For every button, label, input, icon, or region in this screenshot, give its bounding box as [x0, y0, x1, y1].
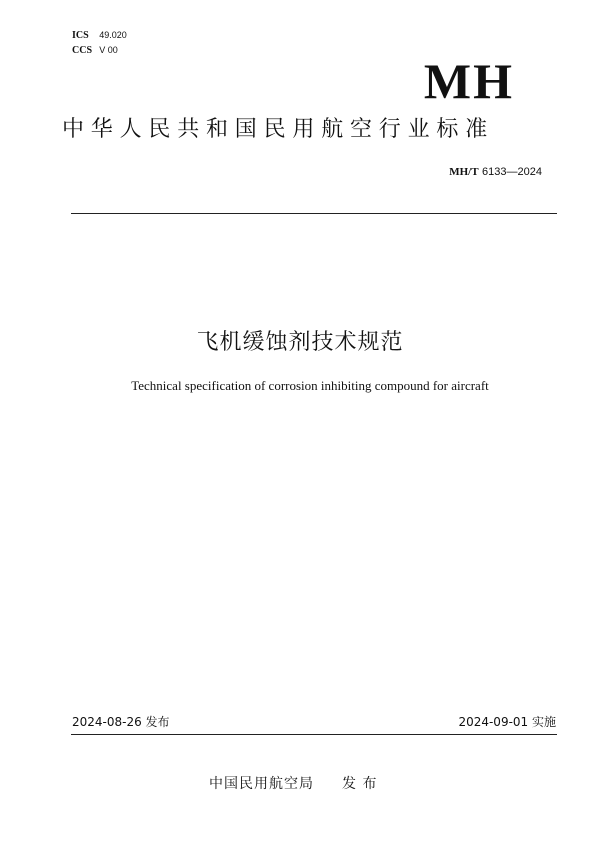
- ics-value: 49.020: [99, 30, 127, 40]
- standard-number: [449, 165, 542, 179]
- standard-number-value: 6133—2024: [482, 166, 542, 178]
- issue-date: 2024-08-26 发布: [72, 715, 170, 729]
- header-divider: [71, 213, 557, 214]
- ccs-value: V 00: [99, 45, 118, 55]
- ics-code: [72, 28, 127, 43]
- ccs-code: [72, 43, 127, 58]
- document-title-cn: 飞机缓蚀剂技术规范: [196, 330, 404, 355]
- footer-divider: [71, 734, 557, 735]
- ccs-label: CCS: [72, 45, 93, 56]
- classification-codes: [72, 28, 127, 58]
- publisher-action: 发 布: [342, 776, 378, 792]
- document-title-en: Technical specification of corrosion inhibiting compound for aircraft: [131, 378, 489, 393]
- standard-code: MH/T: [449, 166, 479, 178]
- publisher-name: 中国民用航空局: [209, 776, 314, 792]
- standard-type-title: 中华人民共和国民用航空行业标准: [62, 117, 495, 142]
- ics-label: ICS: [72, 30, 89, 41]
- mh-logo: MH: [423, 53, 514, 109]
- publisher: [209, 774, 377, 794]
- implementation-date: 2024-09-01 实施: [458, 715, 556, 729]
